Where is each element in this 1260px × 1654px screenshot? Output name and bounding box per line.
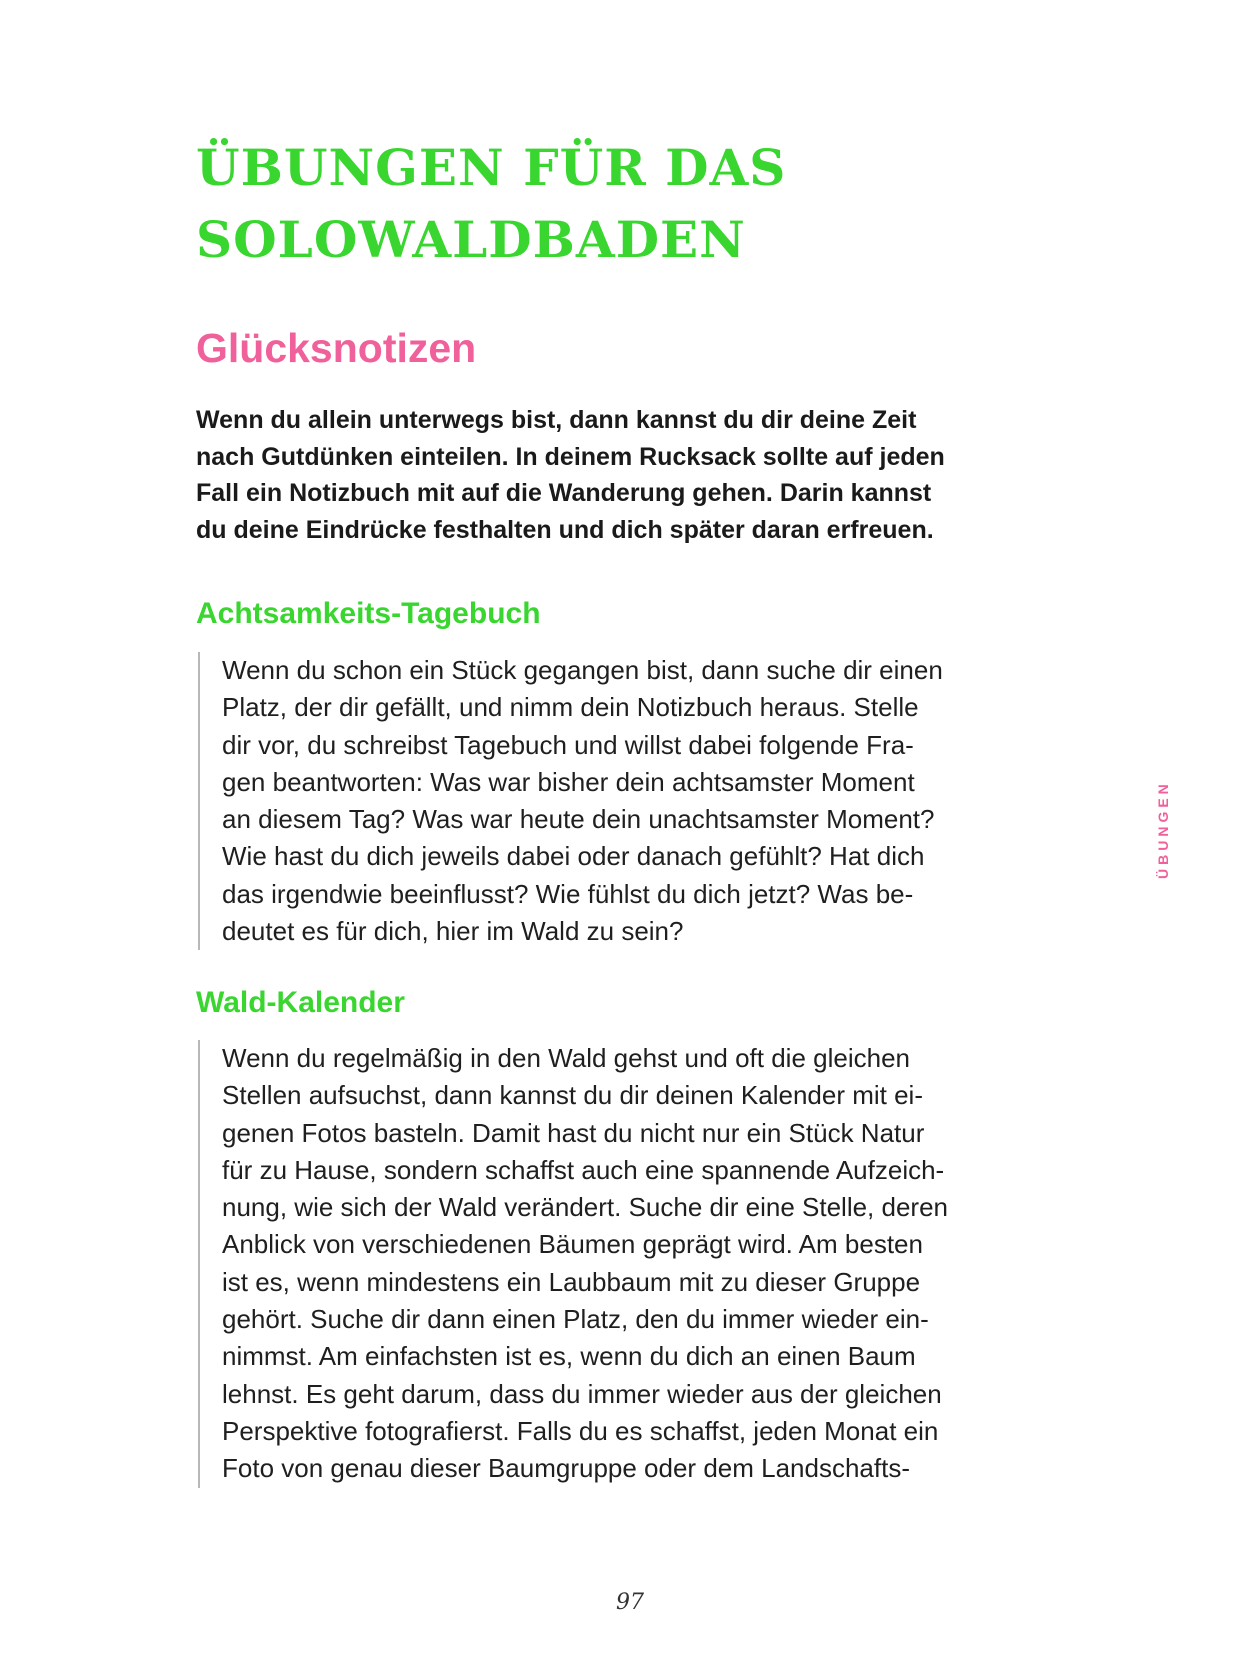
body-line: Wie hast du dich jeweils dabei oder danach gefühlt? Hat dich [222, 841, 925, 872]
body-line: Wenn du schon ein Stück gegangen bist, dann suche dir einen [222, 655, 943, 685]
body-line: Wenn du regelmäßig in den Wald gehst und oft die gleichen [222, 1043, 910, 1073]
intro-line: du deine Eindrücke festhalten und dich später daran erfreuen. [196, 515, 934, 544]
subtitle: Glücksnotizen [196, 325, 477, 371]
page-title-line-2: SOLOWALDBADEN [196, 210, 746, 269]
body-line: nung, wie sich der Wald verändert. Suche dir eine Stelle, deren [222, 1192, 948, 1223]
body-line: Foto von genau dieser Baumgruppe oder dem Landschafts- [222, 1453, 910, 1484]
body-line: genen Fotos basteln. Damit hast du nicht nur ein Stück Natur [222, 1117, 925, 1148]
intro-line: Wenn du allein unterwegs bist, dann kannst du dir deine Zeit [196, 406, 917, 434]
section-body-achtsamkeits-tagebuch [198, 652, 1102, 950]
body-line: das irgendwie beeinflusst? Wie fühlst du dich jetzt? Was be- [222, 878, 914, 909]
body-line: gehört. Suche dir dann einen Platz, den du immer wieder ein- [222, 1304, 929, 1335]
intro-line: nach Gutdünken einteilen. In deinem Rucksack sollte auf jeden [196, 442, 945, 471]
body-line: gen beantworten: Was war bisher dein achtsamster Moment [222, 766, 915, 797]
section-heading-wald-kalender: Wald-Kalender [196, 986, 405, 1019]
body-line: deutet es für dich, hier im Wald zu sein? [222, 916, 684, 947]
body-line: ist es, wenn mindestens ein Laubbaum mit zu dieser Gruppe [222, 1266, 921, 1297]
body-line: nimmst. Am einfachsten ist es, wenn du dich an einen Baum [222, 1341, 916, 1372]
body-line: Platz, der dir gefällt, und nimm dein Notizbuch heraus. Stelle [222, 692, 919, 723]
body-line: Stellen aufsuchst, dann kannst du dir deinen Kalender mit ei- [222, 1080, 923, 1111]
body-line: an diesem Tag? Was war heute dein unachtsamster Moment? [222, 804, 935, 835]
section-heading-achtsamkeits-tagebuch: Achtsamkeits-Tagebuch [196, 597, 541, 630]
body-line: lehnst. Es geht darum, dass du immer wieder aus der gleichen [222, 1378, 942, 1409]
page-number: 97 [616, 1590, 644, 1615]
chapter-side-tab: ÜBUNGEN [1155, 780, 1171, 880]
intro-paragraph [196, 402, 1076, 548]
page-title [196, 132, 1096, 276]
body-line: dir vor, du schreibst Tagebuch und willst dabei folgende Fra- [222, 729, 914, 760]
body-line: Perspektive fotografierst. Falls du es schaffst, jeden Monat ein [222, 1415, 939, 1446]
body-line: für zu Hause, sondern schaffst auch eine spannende Aufzeich- [222, 1154, 945, 1185]
body-line: Anblick von verschiedenen Bäumen geprägt wird. Am besten [222, 1229, 923, 1260]
page-title-line-1: ÜBUNGEN FÜR DAS [196, 138, 787, 197]
section-body-wald-kalender [198, 1040, 1102, 1488]
intro-line: Fall ein Notizbuch mit auf die Wanderung gehen. Darin kannst [196, 479, 932, 507]
